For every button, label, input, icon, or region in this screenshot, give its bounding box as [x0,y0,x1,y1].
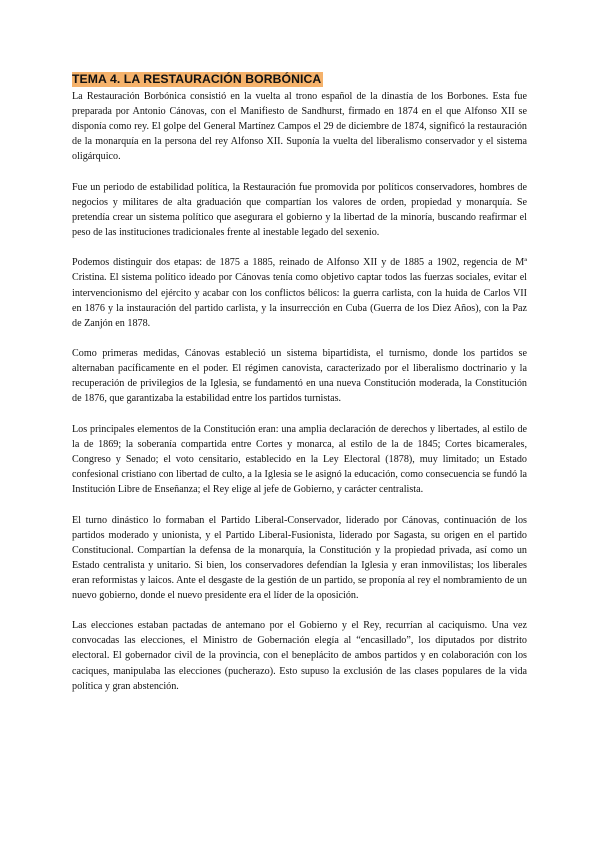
paragraph-dynastic-turn: El turno dinástico lo formaban el Partido Liberal-Conservador, liderado por Cánovas, continuación de los partidos moderado y unionista, y el Partido Liberal-Fusionista, liderado por Sagasta, su origen en el partido Constitucional. Compartían la defensa de la monarquía, la Constitución y la propiedad privada, así como un Estado centralista y unitario. Si bien, los conservadores defendían la Iglesia y eran inmovilistas; los liberales eran reformistas y laicos. Ante el desgaste de la gestión de un partido, se proponía al rey el nombramiento de un nuevo gobierno, donde el nuevo presidente era el líder de la oposición. [72,514,527,601]
paragraph-intro: La Restauración Borbónica consistió en la vuelta al trono español de la dinastía de los Borbones. Esta fue preparada por Antonio Cánovas, con el Manifiesto de Sandhurst, firmado en 1874 en el que Alfonso XII se disponía como rey. El golpe del General Martínez Campos el 29 de diciembre de 1874, significó la restauración de la monarquía en la persona del rey Alfonso XII. Suponía la vuelta del liberalismo conservador y el sistema oligárquico. [72,91,527,163]
document-title: TEMA 4. LA RESTAURACIÓN BORBÓNICA [72,72,322,86]
paragraph-constitution: Los principales elementos de la Constitución eran: una amplia declaración de derechos y libertades, al estilo de la de 1869; la soberanía compartida entre Cortes y monarca, al estilo de la de 1845; Cortes bicamerales, Congreso y Senado; el voto censitario, establecido en la Ley Electoral (1878), muy limitado; un Estado confesional cristiano con libertad de culto, a la Iglesia se le asignó la educación, como consecuencia se fundó la Institución Libre de Enseñanza; el Rey elige al jefe de Gobierno, y carácter centralista. [72,423,527,496]
document-body [72,70,527,709]
title-line [72,70,527,89]
paragraph-first-measures: Como primeras medidas, Cánovas estableció un sistema bipartidista, el turnismo, donde los partidos se alternaban pacíficamente en el poder. El régimen canovista, caracterizado por el liberalismo doctrinario y la recuperación de privilegios de la Iglesia, se fundamentó en una nueva Constitución moderada, la Constitución de 1876, que garantizaba la estabilidad entre los partidos turnistas. [72,348,527,405]
paragraph-stages: Podemos distinguir dos etapas: de 1875 a 1885, reinado de Alfonso XII y de 1885 a 1902, regencia de Mª Cristina. El sistema político ideado por Cánovas tenía como objetivo captar todos las fuerzas sociales, evitar el intervencionismo del ejército y acabar con los conflictos bélicos: la guerra carlista, con la huida de Carlos VII en 1876 y la instauración del partido carlista, y la insurrección en Cuba (Guerra de los Diez Años), con la Paz de Zanjón en 1878. [72,257,527,329]
paragraph-elections: Las elecciones estaban pactadas de antemano por el Gobierno y el Rey, recurrían al caciquismo. Una vez convocadas las elecciones, el Ministro de Gobernación elegía al “encasillado”, los diputados por distrito electoral. El gobernador civil de la provincia, con el beneplácito de ambos partidos y en colaboración con los caciques, manipulaba las elecciones (pucherazo). Esto supuso la exclusión de las clases populares de la vida política y gran abstención. [72,620,527,692]
paragraph-stability: Fue un periodo de estabilidad política, la Restauración fue promovida por políticos conservadores, hombres de negocios y militares de alta graduación que compartían los valores de orden, propiedad y monarquía. Se pretendía crear un sistema político que asegurara el gobierno y la libertad de la minoría, buscando reafirmar el peso de las instituciones tradicionales frente al inestable legado del sexenio. [72,181,527,238]
